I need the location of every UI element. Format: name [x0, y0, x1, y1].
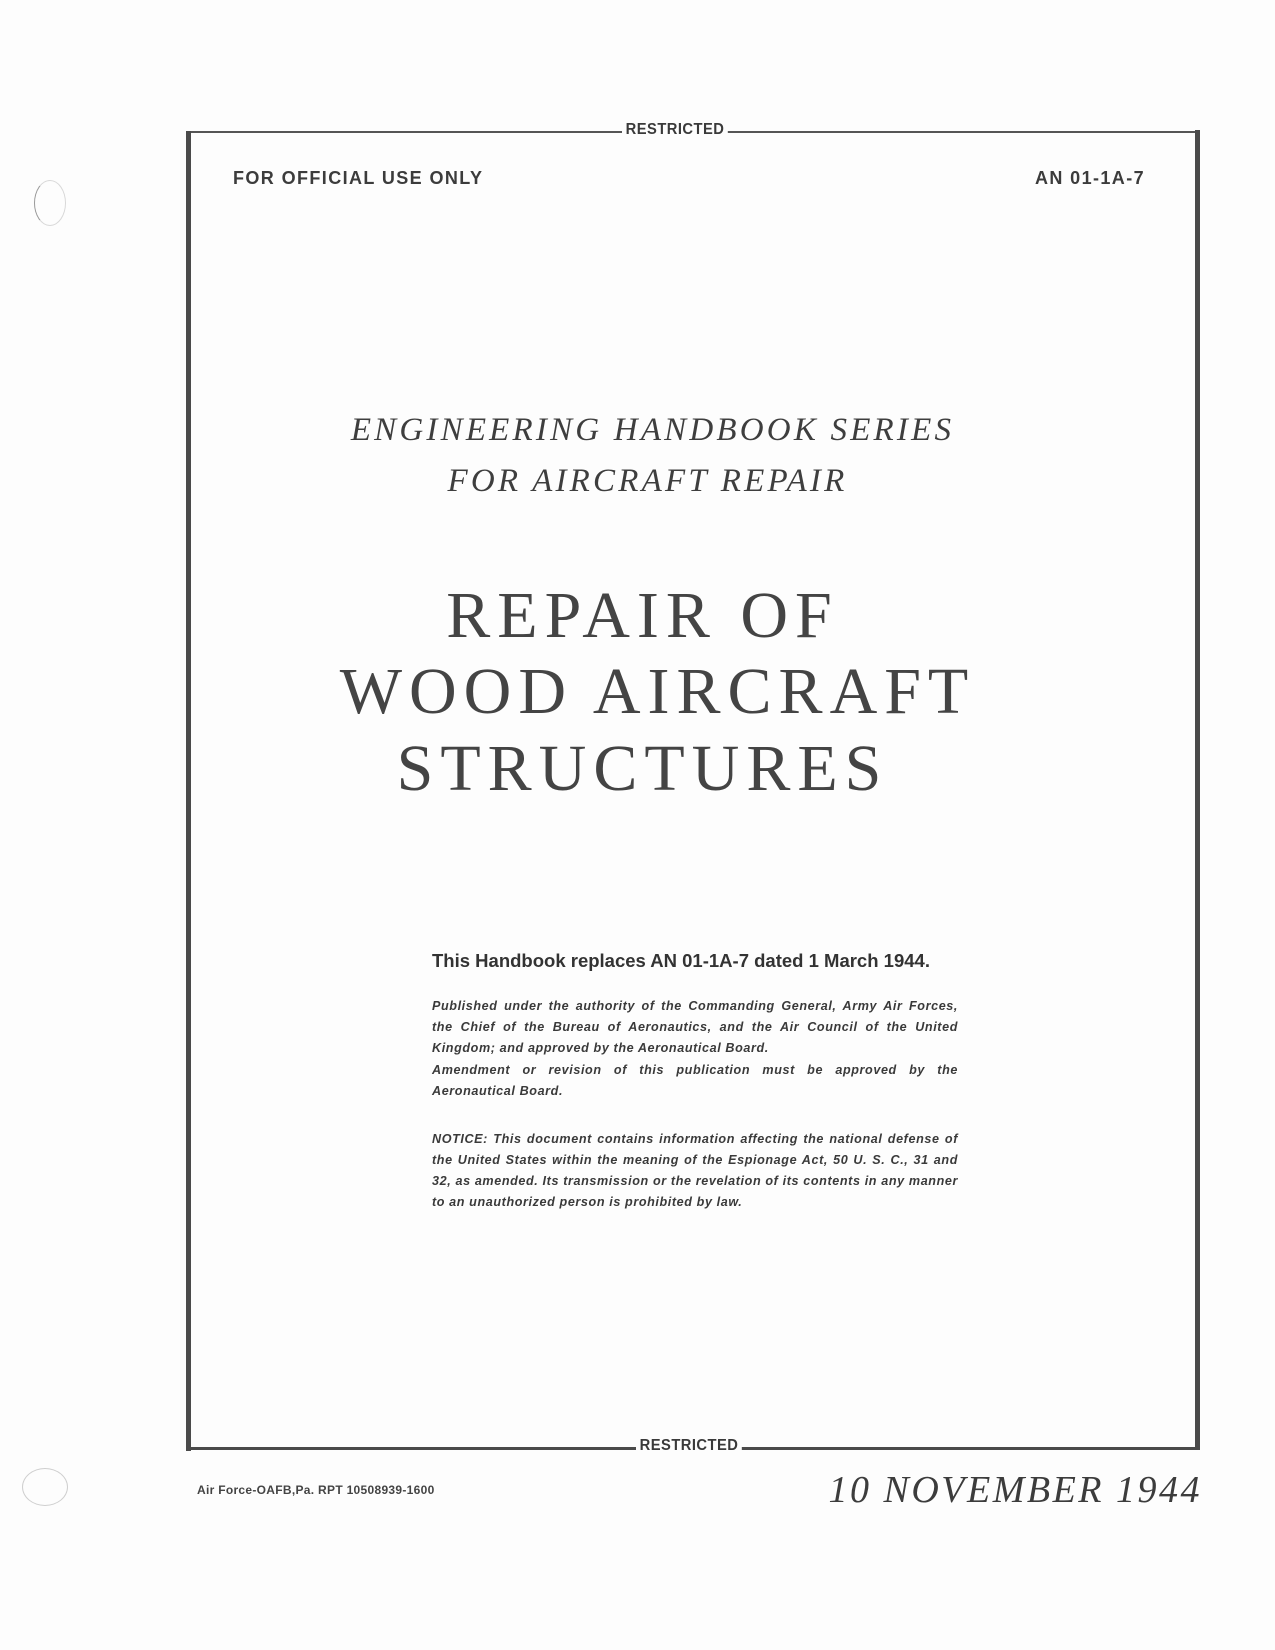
document-number: AN 01-1A-7: [1034, 168, 1145, 188]
authority-paragraph: Published under the authority of the Commanding General, Army Air Forces, the Chief of the Bureau of Aeronautics, and the Air Council of the United Kingdom; and approved by the Aeronautical Board.: [432, 999, 958, 1055]
classification-marking-bottom: RESTRICTED: [636, 1437, 742, 1455]
series-title-line-1: ENGINEERING HANDBOOK SERIES: [350, 412, 955, 448]
amendment-paragraph: Amendment or revision of this publication must be approved by the Aeronautical Board.: [432, 1063, 958, 1098]
supersedes-statement: This Handbook replaces AN 01-1A-7 dated 1 March 1944.: [432, 950, 930, 971]
binder-hole-mark: [22, 1468, 68, 1506]
series-title-line-2: FOR AIRCRAFT REPAIR: [447, 463, 848, 499]
main-title-line-3: STRUCTURES: [396, 732, 889, 805]
binder-hole-mark: [34, 180, 66, 226]
main-title-line-1: REPAIR OF: [446, 579, 839, 652]
publication-date: 10 NOVEMBER 1944: [828, 1469, 1202, 1511]
print-code: Air Force-OAFB,Pa. RPT 10508939-1600: [197, 1483, 435, 1497]
notice-paragraph: NOTICE: This document contains information affecting the national defense of the United States within the meaning of the Espionage Act, 50 U. S. C., 31 and 32, as amended. Its transmission or the revelation of its contents in any manner to an unauthorized person is prohibited by law.: [432, 1132, 958, 1209]
classification-marking-top: RESTRICTED: [622, 121, 728, 139]
main-title-line-2: WOOD AIRCRAFT: [339, 655, 976, 728]
official-use-label: FOR OFFICIAL USE ONLY: [233, 168, 484, 188]
